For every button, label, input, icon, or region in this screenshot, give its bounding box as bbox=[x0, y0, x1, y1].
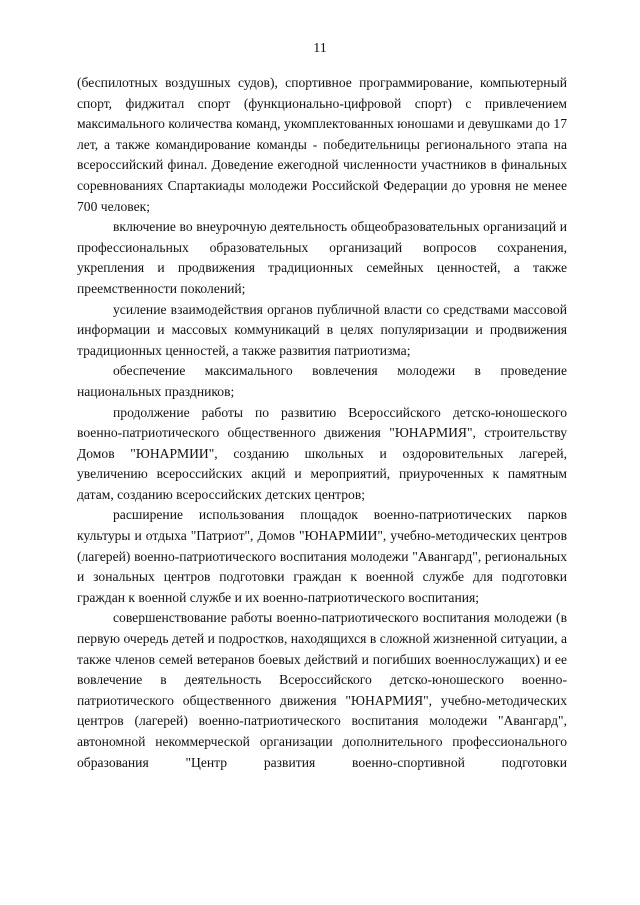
document-body bbox=[77, 73, 567, 773]
paragraph-4: обеспечение максимального вовлечения молодежи в проведение национальных праздников; bbox=[77, 363, 567, 399]
paragraph-6: расширение использования площадок военно-патриотических парков культуры и отдыха "Патриот", Домов "ЮНАРМИИ", учебно-методических центров (лагерей) военно-патриотического воспитания молодежи "Авангард", региональных и зональных центров подготовки граждан к военной службе для подготовки граждан к военной службе и их военно-патриотического воспитания; bbox=[77, 507, 567, 605]
paragraph-7: совершенствование работы военно-патриотического воспитания молодежи (в первую очередь детей и подростков, находящихся в сложной жизненной ситуации, а также членов семей ветеранов боевых действий и погибших военнослужащих) и ее вовлечение в деятельность Всероссийского детско-юношеского военно-патриотического общественного движения "ЮНАРМИЯ", учебно-методических центров (лагерей) военно-патриотического воспитания молодежи "Авангард", автономной некоммерческой организации дополнительного профессионального образования "Центр развития военно-спортивной подготовки bbox=[77, 610, 567, 770]
paragraph-3: усиление взаимодействия органов публичной власти со средствами массовой информации и массовых коммуникаций в целях популяризации и продвижения традиционных ценностей, а также развития патриотизма; bbox=[77, 301, 567, 358]
paragraph-1: (беспилотных воздушных судов), спортивное программирование, компьютерный спорт, фиджитал спорт (функционально-цифровой спорт) с привлечением максимального количества команд, укомплектованных юношами и девушками до 17 лет, а также командирование команды - победительницы регионального этапа на всероссийский финал. Доведение ежегодной численности участников в финальных соревнованиях Спартакиады молодежи Российской Федерации до уровня не менее 700 человек; bbox=[77, 75, 567, 214]
page-number: 11 bbox=[313, 41, 327, 56]
paragraph-5: продолжение работы по развитию Всероссийского детско-юношеского военно-патриотического общественного движения "ЮНАРМИЯ", строительству Домов "ЮНАРМИИ", созданию школьных и оздоровительных лагерей, увеличению всероссийских акций и мероприятий, приуроченных к памятным датам, созданию всероссийских детских центров; bbox=[77, 404, 567, 502]
paragraph-2: включение во внеурочную деятельность общеобразовательных организаций и профессиональных образовательных организаций вопросов сохранения, укрепления и продвижения традиционных семейных ценностей, а также преемственности поколений; bbox=[77, 219, 567, 296]
